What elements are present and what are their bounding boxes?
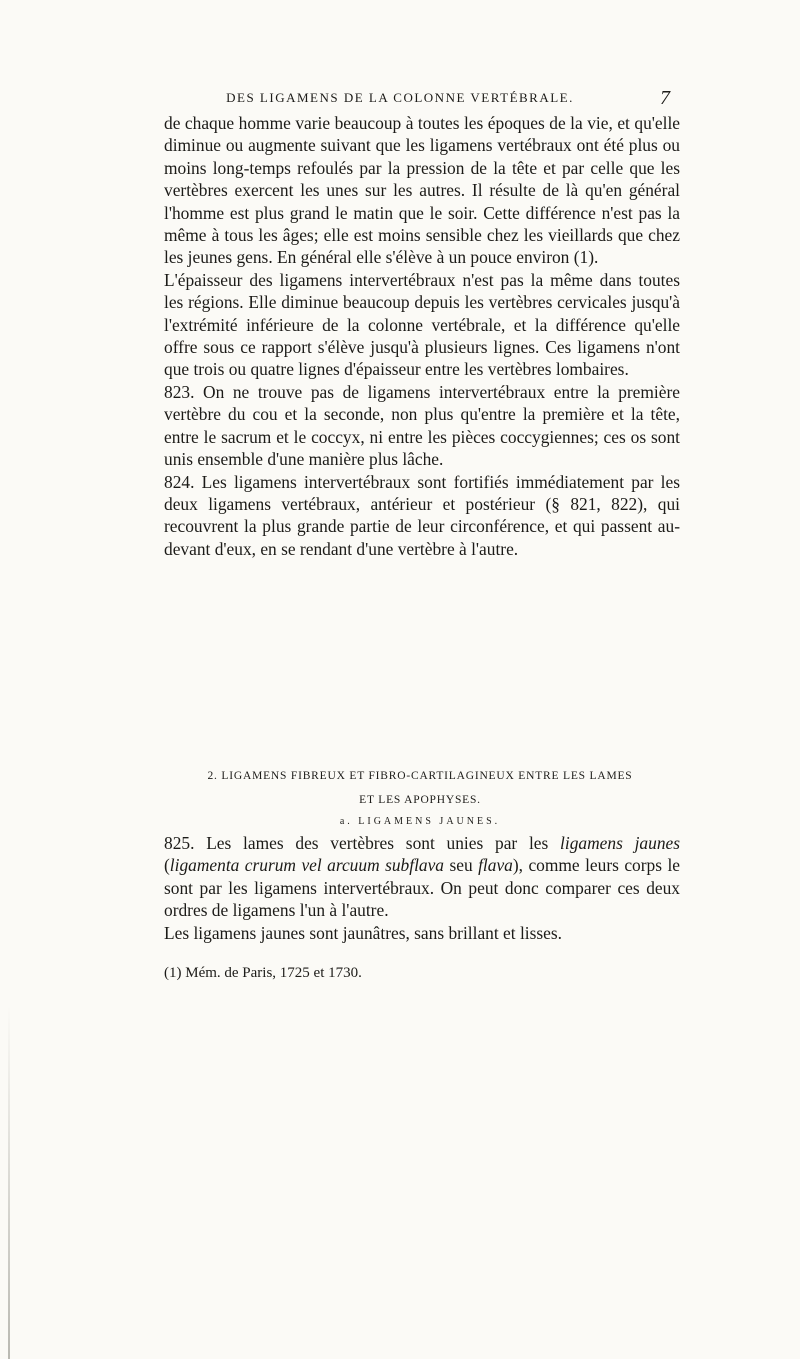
p825-open: ( (164, 855, 170, 876)
paragraph-1: de chaque homme varie beaucoup à toutes les époques de la vie, et qu'elle diminue ou augmente suivant que les ligamens vertébraux ont été plus ou moins long-temps refoulés par la pression de la tête et par celle que les vertèbres exercent les unes sur les autres. Il résulte de là qu'en général l'homme est plus grand le matin que le soir. Cette différence n'est pas la même à tous les âges; elle est moins sensible chez les vieillards que chez les jeunes gens. En général elle s'élève à un pouce environ (1). (164, 113, 680, 268)
subsection-heading: a. LIGAMENS JAUNES. (339, 816, 501, 827)
main-text-continued (164, 832, 680, 944)
p825-close: ), comme leurs corps le sont par les ligamens intervertébraux. On peut donc comparer ces deux ordres de ligamens l'un à l'autre. (164, 855, 680, 921)
paragraph-last: Les ligamens jaunes sont jaunâtres, sans brillant et lisses. (164, 922, 562, 943)
main-text (164, 112, 680, 560)
p825-latin: ligamenta crurum vel arcuum subflava (169, 855, 445, 876)
footnote: (1) Mém. de Paris, 1725 et 1730. (164, 965, 362, 981)
section-heading (180, 764, 660, 812)
p825-start: 825. Les lames des vertèbres sont unies par les (164, 833, 561, 853)
p825-term: ligamens jaunes (560, 833, 681, 853)
paragraph-2: L'épaisseur des ligamens intervertébraux n'est pas la même dans toutes les régions. Elle diminue beaucoup depuis les vertèbres cervicales jusqu'à l'extrémité inférieure de la colonne vertébrale, et la différence qu'elle offre sous ce rapport s'élève jusqu'à plusieurs lignes. Ces ligamens n'ont que trois ou quatre lignes d'épaisseur entre les vertèbres lombaires. (164, 269, 680, 380)
section-heading-line1: 2. LIGAMENS FIBREUX ET FIBRO-CARTILAGINEUX ENTRE LES LAMES (207, 770, 633, 782)
running-head (0, 87, 800, 110)
page-edge-shadow (8, 1005, 10, 1359)
p825-seu: seu (444, 855, 479, 876)
page-number: 7 (660, 87, 670, 109)
paragraph-823: 823. On ne trouve pas de ligamens intervertébraux entre la première vertèbre du cou et la seconde, non plus qu'entre la première et la tête, entre le sacrum et le coccyx, ni entre les pièces coccygiennes; ces os sont unis ensemble d'une manière plus lâche. (164, 381, 680, 470)
p825-flava: flava (478, 855, 513, 876)
paragraph-824: 824. Les ligamens intervertébraux sont fortifiés immédiatement par les deux ligamens vertébraux, antérieur et postérieur (§ 821, 822), qui recouvrent la plus grande partie de leur circonférence, et qui passent au-devant d'eux, en se rendant d'une vertèbre à l'autre. (164, 471, 680, 559)
section-heading-line2: ET LES APOPHYSES. (359, 794, 481, 806)
running-head-title: DES LIGAMENS DE LA COLONNE VERTÉBRALE. (226, 90, 574, 105)
paragraph-825 (164, 832, 680, 922)
